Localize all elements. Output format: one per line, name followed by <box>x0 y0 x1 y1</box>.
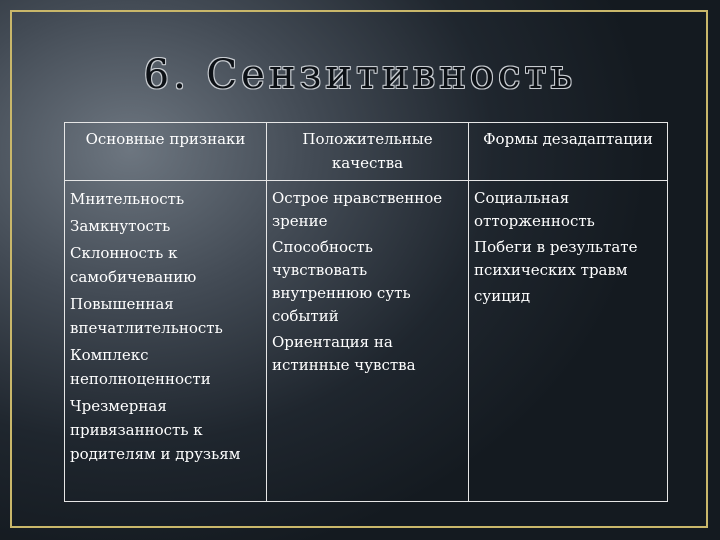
list-item: Побеги в результате психических травм <box>474 238 638 279</box>
list-item: Повышенная впечатлительность <box>70 295 223 337</box>
header-main-signs: Основные признаки <box>65 123 267 181</box>
sensitivity-table <box>64 122 668 502</box>
cell-maladaptation-forms <box>469 181 668 502</box>
list-item: Ориентация на истинные чувства <box>272 333 416 374</box>
header-positive-qualities: Положительные качества <box>267 123 469 181</box>
cell-main-signs <box>65 181 267 502</box>
list-item: Замкнутость <box>70 217 171 235</box>
list-item: Социальная отторженность <box>474 189 595 230</box>
list-item: Мнительность <box>70 190 185 208</box>
list-item: Способность чувствовать внутреннюю суть событий <box>272 238 411 325</box>
list-item: Комплекс неполноценности <box>70 346 211 388</box>
slide-title: 6. Сензитивность <box>143 52 577 98</box>
list-item: суицид <box>474 287 531 305</box>
cell-positive-qualities <box>267 181 469 502</box>
list-item: Склонность к самобичеванию <box>70 244 197 286</box>
table-header-row <box>65 123 668 181</box>
list-item: Острое нравственное зрение <box>272 189 443 230</box>
table-row <box>65 181 668 502</box>
list-item: Чрезмерная привязанность к родителям и друзьям <box>70 397 241 463</box>
header-maladaptation-forms: Формы дезадаптации <box>469 123 668 181</box>
